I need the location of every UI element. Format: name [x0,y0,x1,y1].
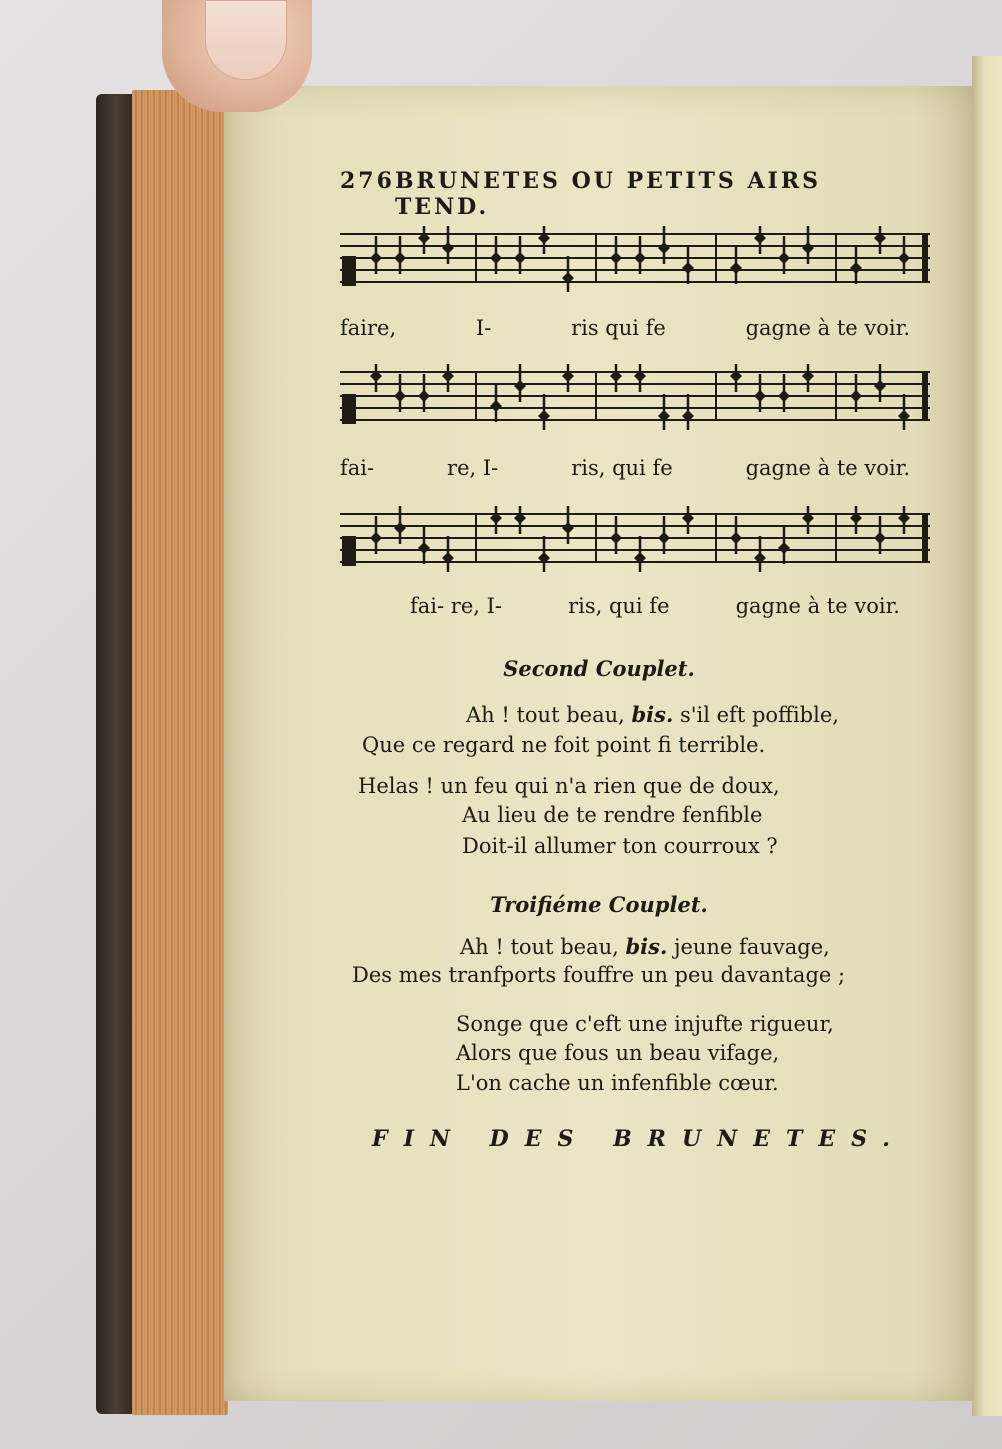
running-head: BRUNETES OU PETITS AIRS TEND. [394,168,821,220]
lyric-fragment: ris, qui fe [568,594,670,618]
lyric-fragment: ris qui fe [571,316,666,340]
bis-marker: bis. [631,702,674,727]
music-staff-1 [340,226,930,292]
clef-mark [342,256,356,286]
second-couplet-title: Second Couplet. [503,656,695,681]
lyric-line-2 [340,456,910,480]
lyric-fragment: gagne à te voir. [745,316,910,340]
music-staff-3 [340,506,930,572]
lyric-fragment: ris, qui fe [571,456,673,480]
lyric-fragment: gagne à te voir. [735,594,900,618]
verse-line: Alors que fous un beau vifage, [456,1041,780,1065]
verse-line: Helas ! un feu qui n'a rien que de doux, [358,774,780,798]
verse-text: jeune fauvage, [673,935,830,959]
staff-notation-1 [340,226,930,292]
clef-mark [342,394,356,424]
third-couplet-title: Troifiéme Couplet. [490,892,708,917]
lyric-line-3 [410,594,900,618]
lyric-fragment: faire, [340,316,397,340]
verse-line: Des mes tranfports fouffre un peu davantage ; [352,963,846,987]
lyric-fragment: re, I- [447,456,499,480]
verse-text: s'il eft poffible, [679,703,839,727]
clef-mark [342,536,356,566]
verse-line: Au lieu de te rendre fenfible [462,803,763,827]
verse-text: Ah ! tout beau, [466,703,625,727]
staff-notation-2 [340,364,930,430]
page-edges [132,90,228,1415]
lyric-fragment: fai- re, I- [410,594,502,618]
verse-line: L'on cache un infenfible cœur. [456,1071,779,1095]
lyric-fragment: fai- [340,456,375,480]
bis-marker: bis. [625,934,668,959]
closing-line: FIN DES BRUNETES. [372,1126,906,1152]
final-bar [922,514,928,562]
final-bar [922,372,928,420]
music-staff-2 [340,364,930,430]
lyric-line-1 [340,316,910,340]
staff-notation-3 [340,506,930,572]
lyric-fragment: gagne à te voir. [745,456,910,480]
verse-line [460,934,830,959]
final-bar [922,234,928,282]
thumbnail-nail [205,0,287,80]
running-header [340,168,910,220]
verse-text: Ah ! tout beau, [460,935,619,959]
verse-line [466,702,839,727]
verse-line: Doit-il allumer ton courroux ? [462,834,778,858]
verse-line: Songe que c'eft une injufte rigueur, [456,1012,834,1036]
verse-line: Que ce regard ne foit point fi terrible. [362,733,766,757]
lyric-fragment: I- [475,316,492,340]
facing-page-edge [972,56,1002,1416]
book-spine [96,94,136,1414]
page-number: 276 [340,168,395,194]
